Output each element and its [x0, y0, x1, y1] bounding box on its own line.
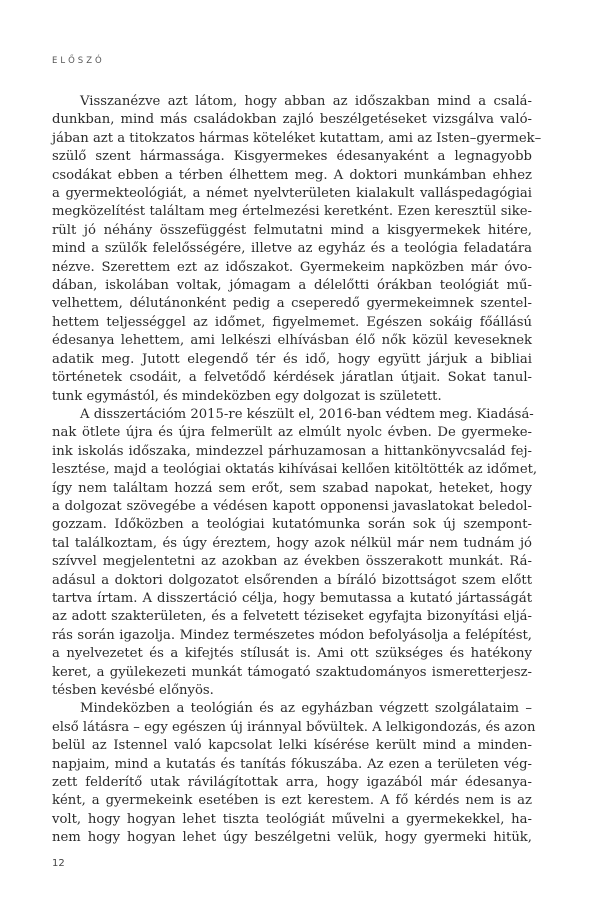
paragraph-line: A disszertációm 2015-re készült el, 2016-ban védtem meg. Kiadásá-: [80, 406, 534, 422]
paragraph-line: szívvel megjelentetni az azokban az években összerakott munkát. Rá-: [52, 554, 532, 570]
paragraph-line: az adott szakterületen, és a felvetett téziseket egyfajta bizonyítási eljá-: [52, 609, 532, 625]
paragraph-line: volt, hogy hogyan lehet tiszta teológiát művelni a gyermekekkel, ha-: [52, 811, 532, 827]
page-number: 12: [52, 858, 65, 869]
paragraph-line: tartva írtam. A disszertáció célja, hogy bemutassa a kutató jártasságát: [52, 590, 532, 606]
paragraph-line: történetek csodáit, a felvetődő kérdések járatlan útjait. Sokat tanul-: [52, 370, 532, 386]
paragraph-line: belül az Istennel való kapcsolat lelki kísérése került mind a minden-: [52, 738, 532, 754]
paragraph-line: mind a szülők felelősségére, illetve az egyház és a teológia feladatára: [52, 241, 532, 257]
paragraph-line: tunk egymástól, és mindeközben egy dolgozat is született.: [52, 388, 442, 404]
paragraph-line: nak ötlete újra és újra felmerült az elmúlt nyolc évben. De gyermeke-: [52, 425, 532, 441]
paragraph-line: a gyermekteológiát, a német nyelvterületen kialakult valláspedagógiai: [52, 186, 532, 202]
paragraph-line: hettem teljességgel az időmet, figyelmemet. Egészen sokáig főállású: [52, 314, 532, 330]
body-text: [52, 93, 542, 848]
paragraph-line: napjaim, mind a kutatás és tanítás fókuszába. Az ezen a területen vég-: [52, 756, 532, 772]
paragraph-line: Visszanézve azt látom, hogy abban az időszakban mind a csalá-: [80, 94, 532, 109]
paragraph-line: szülő szent hármassága. Kisgyermekes édesanyaként a legnagyobb: [52, 149, 532, 165]
paragraph-line: első látásra – egy egészen új iránnyal bővültek. A lelkigondozás, és azon: [52, 719, 536, 735]
paragraph-line: a nyelvezetet és a kifejtés stílusát is. Ami ott szükséges és hatékony: [52, 646, 532, 662]
paragraph-line: keret, a gyülekezeti munkát támogató szaktudományos ismeretterjesz-: [52, 664, 532, 680]
paragraph-line: velhettem, délutánonként pedig a cseperedő gyermekeimnek szentel-: [52, 296, 532, 312]
paragraph-line: tésben kevésbé előnyös.: [52, 683, 214, 698]
paragraph-line: nem hogy hogyan lehet úgy beszélgetni velük, hogy gyermeki hitük,: [52, 830, 532, 846]
paragraph-line: rás során igazolja. Mindez természetes módon befolyásolja a felépítést,: [52, 627, 532, 643]
paragraph-line: jában azt a titokzatos hármas köteléket kutattam, ami az Isten–gyermek–: [52, 130, 542, 146]
paragraph-line: megközelítést találtam meg értelmezési keretként. Ezen keresztül sike-: [52, 204, 532, 220]
paragraph-line: zett felderítő utak rávilágítottak arra, hogy igazából már édesanya-: [52, 775, 532, 791]
paragraph-line: a dolgozat szövegébe a védésen kapott opponensi javaslatokat beledol-: [52, 498, 532, 514]
paragraph-line: gozzam. Időközben a teológiai kutatómunka során sok új szempont-: [52, 517, 532, 533]
paragraph-line: ink iskolás időszaka, mindezzel párhuzamosan a hittankönyvcsalád fej-: [52, 443, 532, 459]
paragraph-line: adásul a doktori dolgozatot elsőrenden a bíráló bizottságot szem előtt: [52, 572, 532, 588]
paragraph-line: így nem találtam hozzá sem erőt, sem szabad napokat, heteket, hogy: [52, 480, 532, 496]
paragraph-line: dunkban, mind más családokban zajló beszélgetéseket vizsgálva való-: [52, 112, 532, 128]
paragraph-line: dában, iskolában voltak, jómagam a délelőtti órákban teológiát mű-: [52, 278, 532, 294]
paragraph-line: édesanya lehettem, ami lelkészi elhívásban élő nők közül keveseknek: [52, 333, 532, 349]
paragraph-line: lesztése, majd a teológiai oktatás kihívásai kellően kitöltötték az időmet,: [52, 462, 538, 478]
paragraph-line: csodákat ebben a térben élhettem meg. A doktori munkámban ehhez: [52, 167, 532, 183]
paragraph-line: rült jó néhány összefüggést felmutatni mind a kisgyermekek hitére,: [52, 222, 532, 238]
paragraph-line: Mindeközben a teológián és az egyházban végzett szolgálataim –: [80, 701, 532, 717]
paragraph-line: tal találkoztam, és úgy éreztem, hogy azok nélkül már nem tudnám jó: [52, 535, 532, 551]
paragraph-line: nézve. Szerettem ezt az időszakot. Gyermekeim napközben már óvo-: [52, 259, 532, 275]
running-header: ELŐSZÓ: [52, 56, 105, 66]
paragraph-line: adatik meg. Jutott elegendő tér és idő, hogy együtt járjuk a bibliai: [52, 351, 532, 367]
paragraph-line: ként, a gyermekeink esetében is ezt kerestem. A fő kérdés nem is az: [52, 793, 532, 809]
